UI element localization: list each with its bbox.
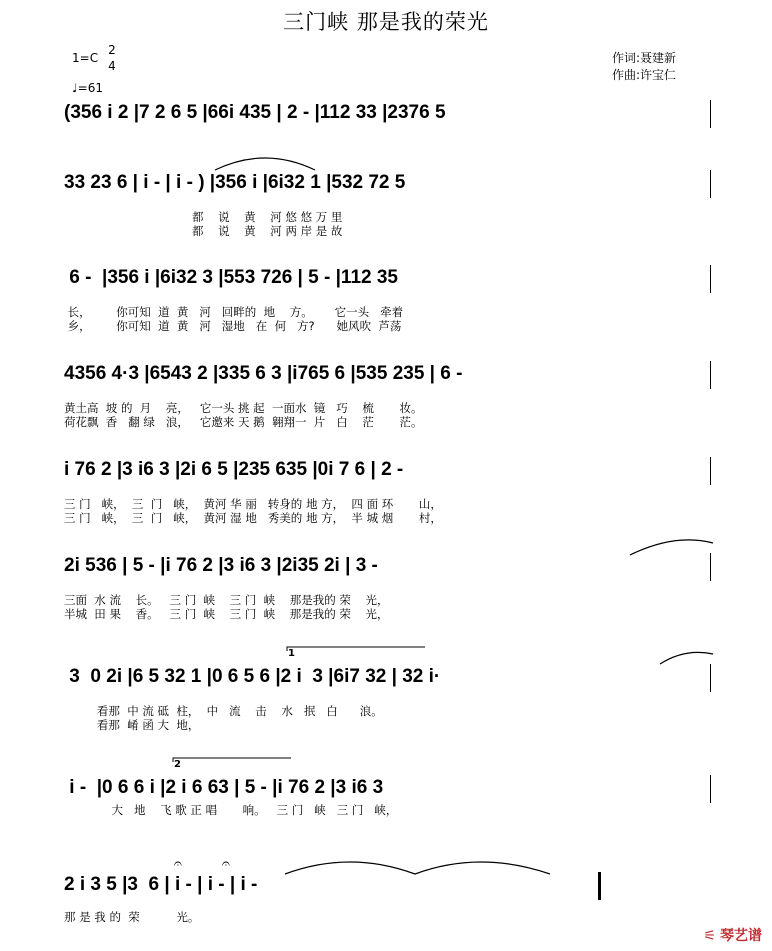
- barline: [710, 361, 711, 389]
- barline: [710, 664, 711, 692]
- volta-bracket-2: 2: [174, 759, 181, 770]
- key-signature: [72, 50, 98, 66]
- lyric-verse-1: 黄土高 坡 的 月 亮， 它一头 挑 起 一面水 镜 巧 梳 妆。: [64, 401, 423, 415]
- notes-line: 33 23 6 | i - | i - ) |356 i |6i32 1 |532 72 5: [64, 172, 406, 193]
- notes-line: 2 i 3 5 |3 6 | i - | i - | i -: [64, 874, 258, 895]
- lyric-verse-1: 看那 中 流 砥 柱， 中 流 击 水 抿 白 浪。: [64, 704, 383, 718]
- notes-line: 2i 536 | 5 - |i 76 2 |3 i6 3 |2i35 2i | 3 -: [64, 555, 378, 576]
- watermark-logo: [703, 925, 762, 945]
- barline: [710, 457, 711, 485]
- lyricist-credit: 作词:聂建新: [612, 51, 677, 65]
- time-signature: [105, 42, 119, 74]
- barline: [710, 775, 711, 803]
- lyric-verse-2: 乡， 你可知 道 黄 河 湿地 在 何 方? 她风吹 芦荡: [64, 319, 402, 333]
- lyric-verse-1: 三 门 峡， 三 门 峡， 黄河 华 丽 转身的 地 方， 四 面 环 山，: [64, 497, 442, 511]
- composer-credit: 作曲:许宝仁: [612, 68, 677, 82]
- score-row: [0, 648, 772, 738]
- lyric-verse-2: 半城 田 果 香。 三 门 峡 三 门 峡 那是我的 荣 光，: [64, 607, 389, 621]
- lyric-verse-1: 大 地 飞 歌 正 唱 响。 三 门 峡 三 门 峡，: [64, 803, 398, 817]
- score-row: [0, 98, 772, 138]
- time-bottom: 4: [108, 59, 116, 73]
- lyric-verse-1: 那 是 我 的 荣 光。: [64, 910, 200, 924]
- score-row: [0, 856, 772, 930]
- lyric-verse-2: 都 说 黄 河 两 岸 是 故: [64, 224, 343, 238]
- lyric-verse-1: 长， 你可知 道 黄 河 回畔的 地 方。 它一头 牵着: [64, 305, 404, 319]
- volta-bracket-1: 1: [288, 648, 295, 659]
- score-row: [0, 759, 772, 833]
- score-row: [0, 359, 772, 435]
- tempo-mark: ♩=61: [72, 81, 103, 95]
- lyric-verse-1: 三面 水 流 长。 三 门 峡 三 门 峡 那是我的 荣 光，: [64, 593, 389, 607]
- song-title: 三门峡 那是我的荣光: [283, 10, 489, 34]
- time-top: 2: [108, 43, 116, 57]
- fermata-mark: 𝄐: [174, 856, 182, 872]
- credits: [612, 50, 676, 84]
- final-barline: [598, 872, 601, 900]
- lyric-verse-2: 荷花飘 香 翻 绿 浪， 它邀来 天 鹅 翱翔一 片 白 茫 茫。: [64, 415, 423, 429]
- watermark-text: 琴艺谱: [720, 928, 762, 944]
- score-row: [0, 263, 772, 339]
- score-row: [0, 551, 772, 627]
- lyric-verse-2: 三 门 峡， 三 门 峡， 黄河 湿 地 秀美的 地 方， 半 城 烟 村，: [64, 511, 442, 525]
- fermata-mark: 𝄐: [222, 856, 230, 872]
- barline: [710, 553, 711, 581]
- notes-line: i - |0 6 6 i |2 i 6 63 | 5 - |i 76 2 |3 i6 3: [64, 777, 384, 798]
- notes-line: (356 i 2 |7 2 6 5 |66i 435 | 2 - |112 33 |2376 5: [64, 102, 446, 123]
- notes-line: 4356 4·3 |6543 2 |335 6 3 |i765 6 |535 235 | 6 -: [64, 363, 463, 384]
- volta-line: [286, 646, 426, 652]
- volta-line: [172, 757, 292, 763]
- score-row: [0, 168, 772, 244]
- barline: [710, 100, 711, 128]
- notes-line: i 76 2 |3 i6 3 |2i 6 5 |235 635 |0i 7 6 | 2 -: [64, 459, 404, 480]
- barline: [710, 170, 711, 198]
- lyric-verse-2: 看那 崤 函 大 地，: [64, 718, 200, 732]
- notes-line: 3 0 2i |6 5 32 1 |0 6 5 6 |2 i 3 |6i7 32 | 32 i·: [64, 666, 441, 687]
- notes-line: 6 - |356 i |6i32 3 |553 726 | 5 - |112 35: [64, 267, 398, 288]
- lyric-verse-1: 都 说 黄 河 悠 悠 万 里: [64, 210, 343, 224]
- score-row: [0, 455, 772, 531]
- key-label: 1=C: [72, 51, 99, 65]
- barline: [710, 265, 711, 293]
- logo-icon: ⚟: [703, 928, 716, 944]
